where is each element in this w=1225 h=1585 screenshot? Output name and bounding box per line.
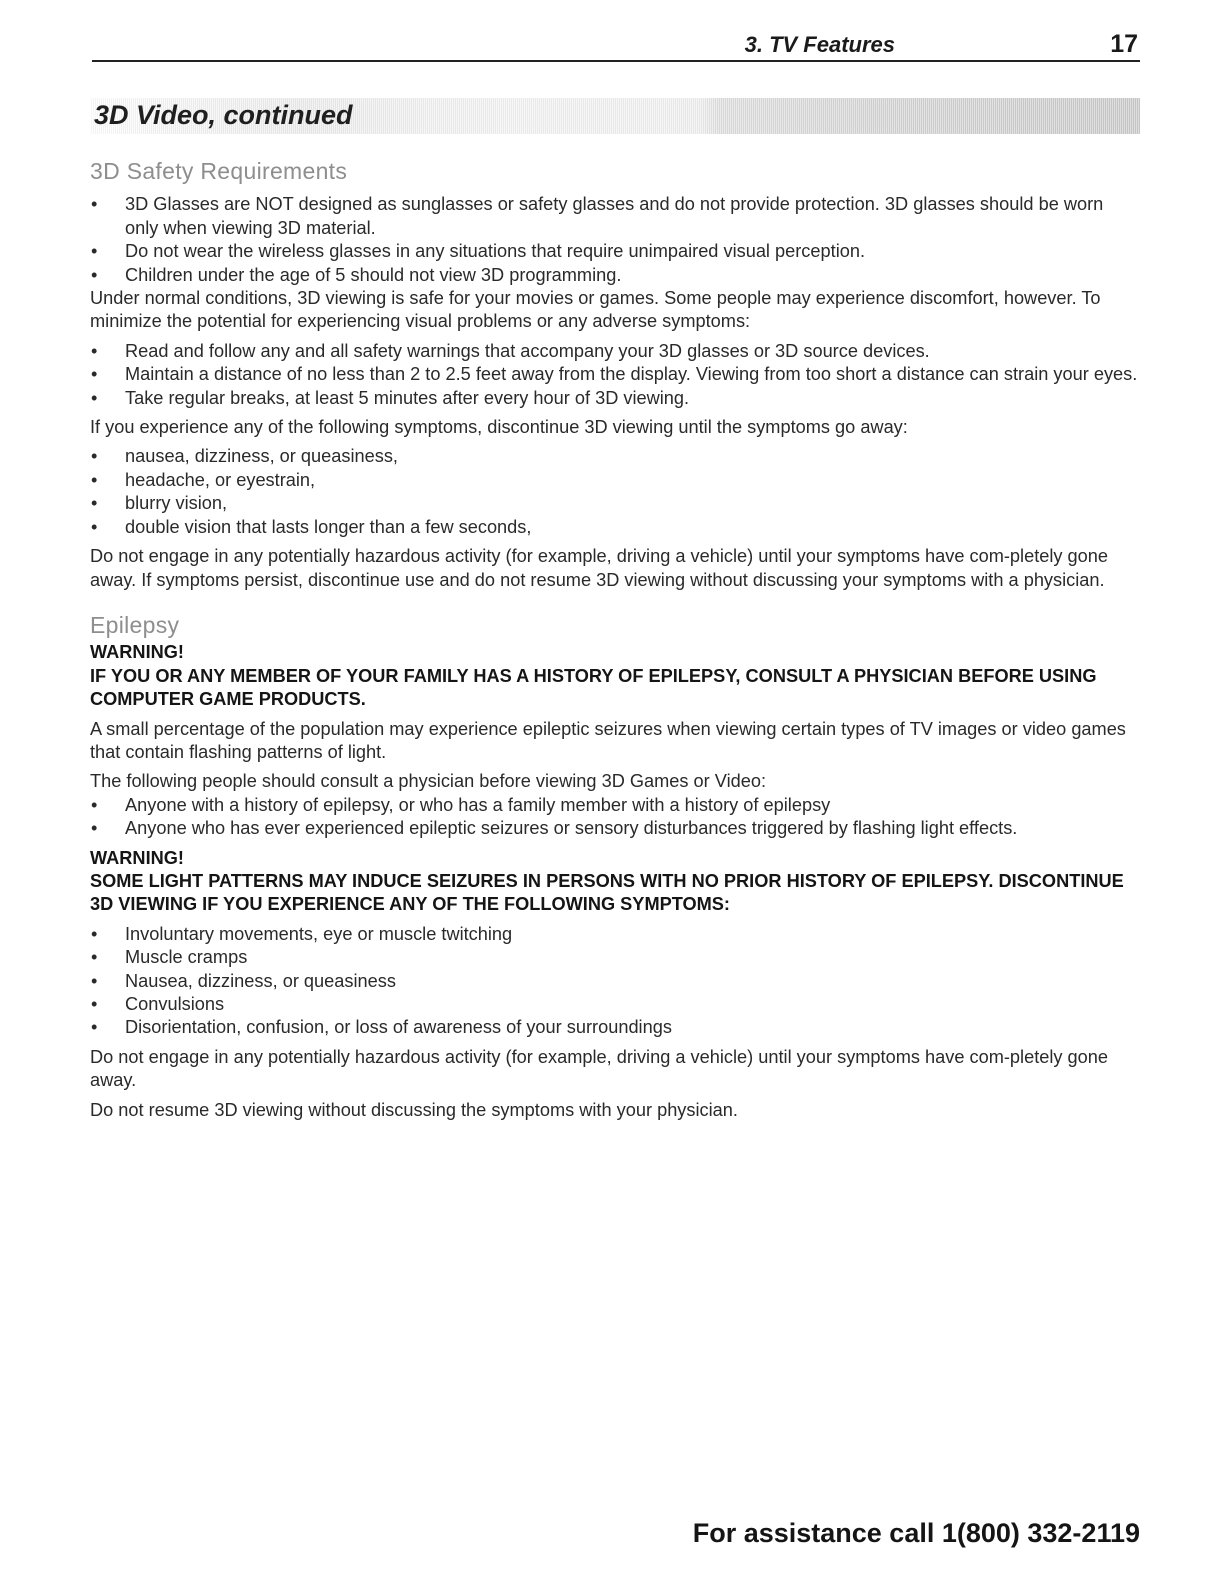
list-item: • Maintain a distance of no less than 2 to 2.5 feet away from the display. Viewing from too short a distance can strain your eyes. xyxy=(90,363,1140,386)
list-item: • Involuntary movements, eye or muscle twitching xyxy=(90,923,1140,946)
seizure-symptoms-list xyxy=(90,923,1140,1040)
list-item: • Disorientation, confusion, or loss of awareness of your surroundings xyxy=(90,1016,1140,1039)
list-item: • headache, or eyestrain, xyxy=(90,469,1140,492)
warning-label: WARNING! xyxy=(90,642,184,663)
list-item: • nausea, dizziness, or queasiness, xyxy=(90,445,1140,468)
list-item: • 3D Glasses are NOT designed as sunglasses or safety glasses and do not provide protection. 3D glasses should be worn only when viewing 3D material. xyxy=(90,193,1140,240)
banner-title: 3D Video, continued xyxy=(94,100,353,130)
list-item: • Anyone who has ever experienced epileptic seizures or sensory disturbances triggered by flashing light effects. xyxy=(90,817,1140,840)
symptoms-list xyxy=(90,445,1140,539)
paragraph-hazard: Do not engage in any potentially hazardous activity (for example, driving a vehicle) until your symptoms have com-pletely gone away. xyxy=(90,1046,1109,1091)
list-item: • Muscle cramps xyxy=(90,946,1140,969)
assistance-footer: For assistance call 1(800) 332-2119 xyxy=(692,1518,1140,1548)
warning-text: IF YOU OR ANY MEMBER OF YOUR FAMILY HAS A HISTORY OF EPILEPSY, CONSULT A PHYSICIAN BEFORE USING COMPUTER GAME PRODUCTS. xyxy=(90,665,1097,710)
list-item: • Anyone with a history of epilepsy, or who has a family member with a history of epilepsy xyxy=(90,794,1140,817)
heading-3d-safety: 3D Safety Requirements xyxy=(90,158,348,184)
page-header xyxy=(92,30,1140,62)
warning-text: SOME LIGHT PATTERNS MAY INDUCE SEIZURES IN PERSONS WITH NO PRIOR HISTORY OF EPILEPSY. DISCONTINUE 3D VIEWING IF YOU EXPERIENCE ANY OF THE FOLLOWING SYMPTOMS: xyxy=(90,870,1124,915)
paragraph-consult: The following people should consult a physician before viewing 3D Games or Video: xyxy=(90,771,767,792)
warning-label: WARNING! xyxy=(90,847,184,868)
page-number: 17 xyxy=(1110,30,1138,58)
paragraph-percentage: A small percentage of the population may experience epileptic seizures when viewing certain types of TV images or video games that contain flashing patterns of light. xyxy=(90,718,1126,762)
list-item: • Children under the age of 5 should not view 3D programming. xyxy=(90,264,1140,287)
list-item: • Convulsions xyxy=(90,993,1140,1016)
section-banner xyxy=(90,98,1140,134)
list-item: • Read and follow any and all safety warnings that accompany your 3D glasses or 3D source devices. xyxy=(90,340,1140,363)
chapter-title: 3. TV Features xyxy=(744,32,895,57)
list-item: • Do not wear the wireless glasses in any situations that require unimpaired visual perception. xyxy=(90,240,1140,263)
heading-epilepsy: Epilepsy xyxy=(90,611,180,638)
list-item: • blurry vision, xyxy=(90,492,1140,515)
safety-list xyxy=(90,193,1140,287)
precautions-list xyxy=(90,340,1140,410)
paragraph-resume: Do not resume 3D viewing without discussing the symptoms with your physician. xyxy=(90,1099,738,1120)
list-item: • Take regular breaks, at least 5 minutes after every hour of 3D viewing. xyxy=(90,387,1140,410)
list-item: • Nausea, dizziness, or queasiness xyxy=(90,970,1140,993)
consult-list xyxy=(90,794,1140,841)
list-item: • double vision that lasts longer than a few seconds, xyxy=(90,516,1140,539)
page-content xyxy=(90,160,1140,1122)
paragraph-normal-conditions: Under normal conditions, 3D viewing is safe for your movies or games. Some people may experience discomfort, however. To minimize the potential for experiencing visual problems or any adverse symptoms: xyxy=(90,288,1101,332)
paragraph-hazard: Do not engage in any potentially hazardous activity (for example, driving a vehicle) until your symptoms have com-pletely gone away. If symptoms persist, discontinue use and do not resume 3D viewing without discussing your symptoms with a physician. xyxy=(90,546,1109,590)
paragraph-symptoms-intro: If you experience any of the following symptoms, discontinue 3D viewing until the symptoms go away: xyxy=(90,417,908,438)
